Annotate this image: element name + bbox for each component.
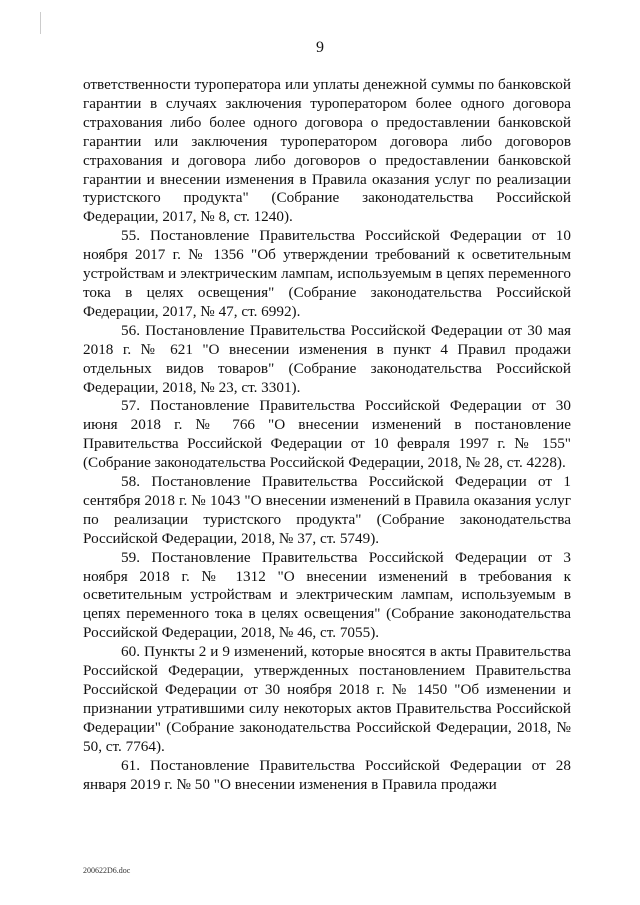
list-item-55: 55. Постановление Правительства Российской Федерации от 10 ноября 2017 г. № 1356 "Об утверждении требований к осветительным устройствам и электрическим лампам, используемым в цепях переменного тока в целях освещения" (Собрание законодательства Российской Федерации, 2017, № 47, ст. 6992). <box>83 227 571 320</box>
list-item-61: 61. Постановление Правительства Российской Федерации от 28 января 2019 г. № 50 "О внесении изменения в Правила продажи <box>83 756 571 793</box>
paragraph-continuation: ответственности туроператора или уплаты денежной суммы по банковской гарантии в случаях заключения туроператором более одного договора страхования либо более одного договора о предоставлении банковской гарантии или заключения туроператором договора либо договоров страхования и договора либо договоров о предоставлении банковской гарантии и внесении изменения в Правила оказания услуг по реализации туристского продукта" (Собрание законодательства Российской Федерации, 2017, № 8, ст. 1240). <box>83 76 571 226</box>
document-body <box>83 76 571 794</box>
page-number: 9 <box>316 39 324 56</box>
list-item-60: 60. Пункты 2 и 9 изменений, которые вносятся в акты Правительства Российской Федерации, утвержденных постановлением Правительства Российской Федерации от 30 ноября 2018 г. № 1450 "Об изменении и признании утратившими силу некоторых актов Правительства Российской Федерации" (Собрание законодательства Российской Федерации, 2018, № 50, ст. 7764). <box>83 643 571 755</box>
footer-file-code: 200622D6.doc <box>83 866 131 875</box>
list-item-59: 59. Постановление Правительства Российской Федерации от 3 ноября 2018 г. № 1312 "О внесении изменений в требования к осветительным устройствам и электрическим лампам, используемым в цепях переменного тока в целях освещения" (Собрание законодательства Российской Федерации, 2018, № 46, ст. 7055). <box>83 548 571 642</box>
scan-artifact-line <box>40 12 41 34</box>
list-item-57: 57. Постановление Правительства Российской Федерации от 30 июня 2018 г. № 766 "О внесении изменений в постановление Правительства Российской Федерации от 10 февраля 1997 г. № 155" (Собрание законодательства Российской Федерации, 2018, № 28, ст. 4228). <box>83 397 571 472</box>
list-item-58: 58. Постановление Правительства Российской Федерации от 1 сентября 2018 г. № 1043 "О внесении изменений в Правила оказания услуг по реализации туристского продукта" (Собрание законодательства Российской Федерации, 2018, № 37, ст. 5749). <box>83 473 571 547</box>
list-item-56: 56. Постановление Правительства Российской Федерации от 30 мая 2018 г. № 621 "О внесении изменения в пункт 4 Правил продажи отдельных видов товаров" (Собрание законодательства Российской Федерации, 2018, № 23, ст. 3301). <box>83 321 571 396</box>
